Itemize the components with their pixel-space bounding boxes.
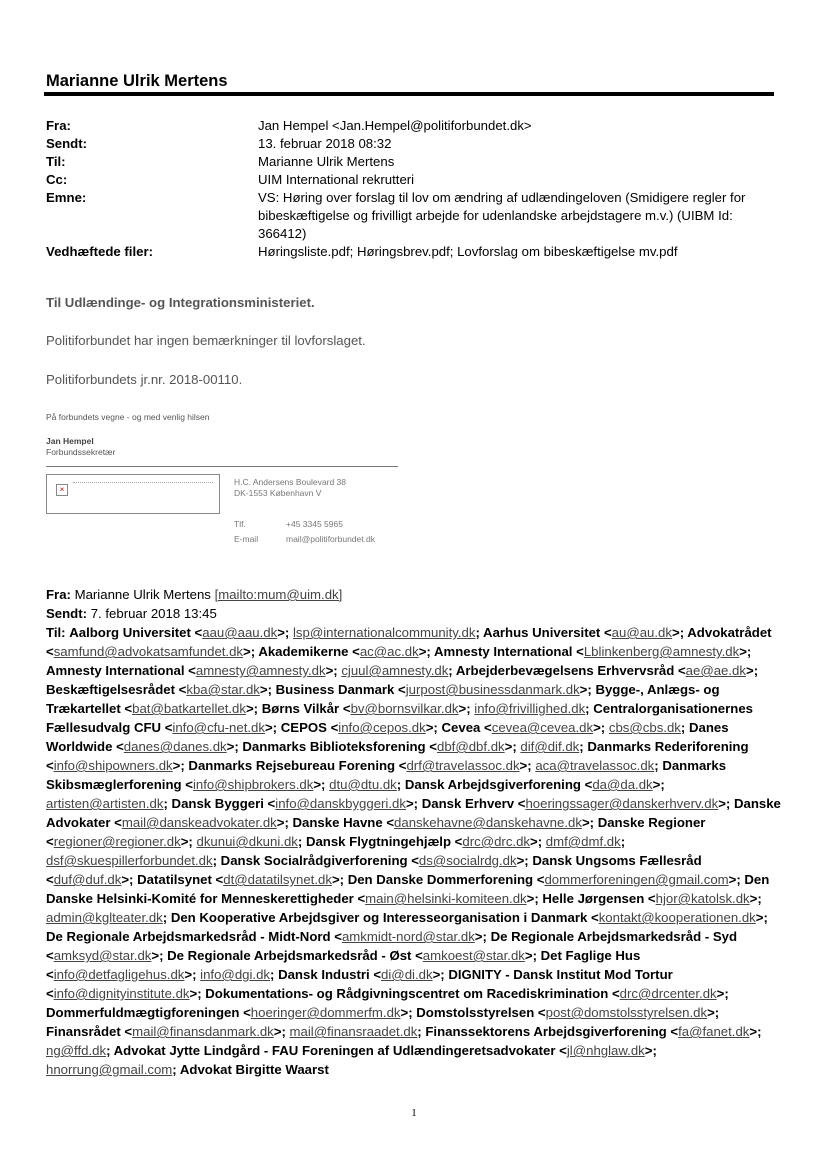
recipient-name: Dansk Industri <	[278, 967, 382, 982]
recipient-separator: >;	[728, 872, 745, 887]
header-value: Marianne Ulrik Mertens	[258, 154, 395, 169]
recipient-email-link[interactable]: drc@drcenter.dk	[619, 986, 717, 1001]
recipient-name: Den Danske Dommerforening <	[347, 872, 545, 887]
recipient-email-link[interactable]: info@cfu-net.dk	[172, 720, 265, 735]
recipient-separator: ;	[620, 834, 626, 849]
recipient-email-link[interactable]: dt@datatilsynet.dk	[223, 872, 332, 887]
recipient-separator: >;	[746, 663, 759, 678]
recipient-email-link[interactable]: di@di.dk	[381, 967, 433, 982]
recipient-name: Dommerfuldmægtigforeningen <	[46, 1005, 251, 1020]
recipient-separator: ;	[579, 739, 588, 754]
recipient-email-link[interactable]: info@cepos.dk	[338, 720, 426, 735]
header-value: Jan Hempel <Jan.Hempel@politiforbundet.dk>	[258, 118, 532, 133]
recipient-email-link[interactable]: amnesty@amnesty.dk	[195, 663, 326, 678]
recipient-separator: >;	[526, 891, 543, 906]
recipient-separator: >;	[504, 739, 521, 754]
recipient-name: Advokat Birgitte Waarst	[179, 1062, 329, 1077]
recipient-separator: >;	[189, 986, 206, 1001]
recipient-email-link[interactable]: mail@finansraadet.dk	[289, 1024, 418, 1039]
recipient-separator: >;	[519, 758, 536, 773]
header-value: 13. februar 2018 08:32	[258, 136, 392, 151]
recipient-email-link[interactable]: hnorrung@gmail.com	[46, 1062, 173, 1077]
signer-title: Forbundssekretær	[46, 447, 116, 457]
recipient-email-link[interactable]: ae@ae.dk	[685, 663, 746, 678]
recipient-separator: >;	[432, 967, 449, 982]
recipient-separator: ;	[475, 625, 484, 640]
recipient-name: Advokatrådet <	[46, 625, 772, 659]
recipient-email-link[interactable]: lsp@internationalcommunity.dk	[293, 625, 476, 640]
recipient-email-link[interactable]: aca@travelassoc.dk	[535, 758, 655, 773]
email-row	[234, 534, 375, 544]
recipient-email-link[interactable]: samfund@advokatsamfundet.dk	[53, 644, 244, 659]
recipient-email-link[interactable]: cbs@cbs.dk	[608, 720, 681, 735]
recipient-separator: >;	[652, 777, 665, 792]
recipient-email-link[interactable]: kba@star.dk	[186, 682, 260, 697]
recipient-email-link[interactable]: kontakt@kooperationen.dk	[598, 910, 756, 925]
recipient-email-link[interactable]: hjor@katolsk.dk	[655, 891, 750, 906]
recipient-separator: >;	[458, 701, 475, 716]
recipient-email-link[interactable]: amksyd@star.dk	[53, 948, 152, 963]
recipient-separator: >;	[593, 720, 609, 735]
fwd-mailto-link[interactable]: [mailto:mum@uim.dk]	[214, 587, 343, 602]
recipient-separator: >;	[425, 720, 442, 735]
recipient-separator: >;	[121, 872, 138, 887]
recipient-separator: >;	[405, 796, 422, 811]
recipient-separator: >;	[259, 682, 276, 697]
recipient-name: Dansk Socialrådgiverforening <	[220, 853, 419, 868]
recipient-name: Cevea <	[441, 720, 492, 735]
header-rule	[44, 92, 774, 96]
recipient-email-link[interactable]: ac@ac.dk	[359, 644, 419, 659]
recipient-name: Det Faglige Hus <	[46, 948, 641, 982]
recipient-email-link[interactable]: aau@aau.dk	[202, 625, 278, 640]
recipient-email-link[interactable]: post@domstolsstyrelsen.dk	[545, 1005, 708, 1020]
recipient-name: Finansrådet <	[46, 1024, 133, 1039]
recipient-separator: >;	[400, 1005, 417, 1020]
recipient-separator: >;	[749, 1024, 762, 1039]
recipient-name: Dansk Arbejdsgiverforening <	[404, 777, 593, 792]
recipient-email-link[interactable]: info@detfagligehus.dk	[53, 967, 185, 982]
recipient-separator: >;	[243, 644, 259, 659]
header-row-sent	[46, 135, 776, 153]
recipient-separator: >;	[273, 1024, 290, 1039]
recipient-email-link[interactable]: jurpost@businessdanmark.dk	[405, 682, 580, 697]
email-value: mail@politiforbundet.dk	[286, 534, 375, 544]
recipient-separator: >;	[524, 948, 541, 963]
recipient-email-link[interactable]: hoeringer@dommerfm.dk	[250, 1005, 401, 1020]
page-number: 1	[411, 1107, 417, 1119]
header-value: VS: Høring over forslag til lov om ændring af udlændingeloven (Smidigere regler for bibeskæftigelse og frivilligt arbejde for udenlandske arbejdstagere m.v.) (UIBM Id: 366412)	[258, 190, 746, 241]
body-text: Politiforbundet har ingen bemærkninger til lovforslaget.	[46, 333, 366, 348]
recipient-email-link[interactable]: au@au.dk	[611, 625, 672, 640]
recipient-name: Centralorganisationernes Fællesudvalg CFU <	[46, 701, 753, 735]
broken-image-icon: ×	[56, 484, 68, 496]
recipient-separator: >;	[755, 910, 768, 925]
recipient-name: DIGNITY - Dansk Institut Mod Tortur <	[46, 967, 673, 1001]
recipient-separator: ;	[297, 834, 306, 849]
recipient-email-link[interactable]: drc@drc.dk	[462, 834, 531, 849]
recipient-separator: >;	[245, 701, 262, 716]
recipient-email-link[interactable]: amkmidt-nord@star.dk	[341, 929, 475, 944]
recipient-email-link[interactable]: cevea@cevea.dk	[491, 720, 594, 735]
recipient-separator: >;	[474, 929, 491, 944]
recipient-separator: >;	[180, 834, 197, 849]
recipient-separator: >;	[184, 967, 201, 982]
recipient-name: De Regionale Arbejdsmarkedsråd - Syd <	[46, 929, 738, 963]
header-label: Sendt:	[46, 136, 88, 151]
recipient-email-link[interactable]: dsf@skuespillerforbundet.dk	[46, 853, 213, 868]
recipient-name: Amnesty International <	[433, 644, 584, 659]
recipient-email-link[interactable]: ng@ffd.dk	[46, 1043, 107, 1058]
address-line: H.C. Andersens Boulevard 38	[234, 477, 346, 487]
recipient-email-link[interactable]: fa@fanet.dk	[678, 1024, 750, 1039]
recipient-separator: ;	[270, 967, 279, 982]
recipient-email-link[interactable]: hoeringssager@danskerhverv.dk	[525, 796, 719, 811]
recipient-separator: ;	[106, 1043, 114, 1058]
recipient-name: Beskæftigelsesrådet <	[46, 682, 187, 697]
recipient-name: Dansk Byggeri <	[171, 796, 276, 811]
recipient-name: Danmarks Rederiforening <	[46, 739, 749, 773]
recipient-email-link[interactable]: regioner@regioner.dk	[53, 834, 181, 849]
header-label: Vedhæftede filer:	[46, 244, 153, 259]
recipient-separator: ;	[212, 853, 221, 868]
recipient-email-link[interactable]: dtu@dtu.dk	[329, 777, 397, 792]
recipient-name: Dokumentations- og Rådgivningscentret om Racediskrimination <	[205, 986, 620, 1001]
recipient-email-link[interactable]: Lblinkenberg@amnesty.dk	[583, 644, 740, 659]
header-value: UIM International rekrutteri	[258, 172, 415, 187]
recipient-separator: >;	[264, 720, 281, 735]
journal-number: Politiforbundets jr.nr. 2018-00110.	[46, 372, 243, 387]
recipient-email-link[interactable]: dif@dif.dk	[520, 739, 580, 754]
recipient-separator: >;	[516, 853, 533, 868]
recipient-name: Børns Vilkår <	[261, 701, 351, 716]
recipient-separator: >;	[749, 891, 762, 906]
recipient-name: Danske Havne <	[292, 815, 395, 830]
recipient-name: Dansk Flygtningehjælp <	[305, 834, 463, 849]
recipient-email-link[interactable]: info@dignityinstitute.dk	[53, 986, 190, 1001]
recipient-email-link[interactable]: bat@batkartellet.dk	[132, 701, 246, 716]
fwd-sent-value: 7. februar 2018 13:45	[90, 606, 217, 621]
recipient-email-link[interactable]: dmf@dmf.dk	[545, 834, 621, 849]
recipient-name: De Regionale Arbejdsmarkedsråd - Øst <	[167, 948, 423, 963]
header-row-from	[46, 117, 776, 135]
recipient-separator: >;	[151, 948, 168, 963]
recipient-separator: >;	[672, 625, 688, 640]
header-label: Fra:	[46, 118, 71, 133]
recipient-name: Aarhus Universitet <	[483, 625, 612, 640]
recipient-separator: >;	[331, 872, 348, 887]
forwarded-message	[46, 585, 786, 1079]
image-alt-line	[73, 482, 213, 484]
recipient-name: Amnesty International <	[46, 663, 196, 678]
recipient-email-link[interactable]: artisten@artisten.dk	[46, 796, 164, 811]
signature-rule	[46, 466, 398, 467]
recipient-email-link[interactable]: amkoest@star.dk	[422, 948, 525, 963]
recipient-email-link[interactable]: main@helsinki-komiteen.dk	[365, 891, 527, 906]
header-row-to	[46, 153, 776, 171]
recipient-separator: >;	[530, 834, 546, 849]
recipient-name: Aalborg Universitet <	[69, 625, 203, 640]
recipient-separator: >;	[579, 682, 596, 697]
header-row-subject	[46, 189, 776, 243]
recipient-email-link[interactable]: cjuul@amnesty.dk	[341, 663, 449, 678]
recipient-email-link[interactable]: mail@danskeadvokater.dk	[121, 815, 277, 830]
recipient-separator: >;	[325, 663, 342, 678]
recipient-separator: >;	[418, 644, 434, 659]
recipient-separator: ;	[163, 796, 172, 811]
signoff: På forbundets vegne - og med venlig hilsen	[46, 412, 210, 422]
salutation: Til Udlændinge- og Integrationsministeriet.	[46, 295, 315, 310]
recipient-name: Finanssektorens Arbejdsgiverforening <	[425, 1024, 679, 1039]
fwd-to-label: Til:	[46, 625, 66, 640]
phone-label: Tlf.	[234, 519, 246, 529]
recipient-name: Bygge-, Anlægs- og Trækartellet <	[46, 682, 720, 716]
signer-name: Jan Hempel	[46, 436, 94, 446]
header-label: Emne:	[46, 190, 87, 205]
recipient-separator: ;	[585, 701, 594, 716]
recipient-email-link[interactable]: mail@finansdanmark.dk	[132, 1024, 274, 1039]
recipient-email-link[interactable]: info@shipowners.dk	[53, 758, 173, 773]
recipient-email-link[interactable]: info@frivillighed.dk	[474, 701, 586, 716]
fwd-recipients	[46, 623, 786, 1079]
recipient-separator: ;	[396, 777, 405, 792]
recipient-name: Danes Worldwide <	[46, 720, 729, 754]
recipient-separator: ;	[448, 663, 456, 678]
recipient-separator: ;	[172, 1062, 180, 1077]
recipient-email-link[interactable]: info@danskbyggeri.dk	[275, 796, 406, 811]
recipient-separator: >;	[276, 815, 293, 830]
recipient-separator: ;	[417, 1024, 426, 1039]
header-label: Til:	[46, 154, 66, 169]
recipient-email-link[interactable]: da@da.dk	[592, 777, 653, 792]
header-row-cc	[46, 171, 776, 189]
phone-value: +45 3345 5965	[286, 519, 343, 529]
recipient-email-link[interactable]: dkunui@dkuni.dk	[196, 834, 298, 849]
recipient-email-link[interactable]: danes@danes.dk	[123, 739, 227, 754]
recipient-separator: >;	[739, 644, 752, 659]
recipient-name: CEPOS <	[280, 720, 339, 735]
recipient-separator: >;	[226, 739, 243, 754]
recipient-name: Domstolsstyrelsen <	[416, 1005, 546, 1020]
message-header	[46, 117, 776, 261]
recipient-name: Business Danmark <	[275, 682, 406, 697]
recipient-separator: >;	[718, 796, 734, 811]
recipient-name: Advokat Jytte Lindgård - FAU Foreningen af Udlændingeretsadvokater <	[113, 1043, 567, 1058]
recipient-name: Danmarks Biblioteksforening <	[242, 739, 437, 754]
recipient-name: De Regionale Arbejdsmarkedsråd - Midt-Nord <	[46, 929, 342, 944]
recipient-name: Akademikerne <	[258, 644, 360, 659]
recipient-separator: >;	[172, 758, 189, 773]
recipient-name: Dansk Erhverv <	[421, 796, 526, 811]
recipient-email-link[interactable]: drf@travelassoc.dk	[406, 758, 520, 773]
recipient-name: Arbejderbevægelsens Erhvervsråd <	[455, 663, 686, 678]
recipient-separator: ;	[654, 758, 663, 773]
recipient-name: Helle Jørgensen <	[542, 891, 656, 906]
recipient-email-link[interactable]: duf@duf.dk	[53, 872, 122, 887]
recipient-name: Dansk Ungsoms Fællesråd <	[46, 853, 702, 887]
recipient-separator: >;	[581, 815, 598, 830]
recipient-email-link[interactable]: info@dgi.dk	[200, 967, 271, 982]
fwd-from-value: Marianne Ulrik Mertens	[74, 587, 211, 602]
fwd-sent-label: Sendt:	[46, 606, 88, 621]
recipient-name: Danske Advokater <	[46, 796, 781, 830]
recipient-email-link[interactable]: jl@nhglaw.dk	[566, 1043, 645, 1058]
mailbox-owner: Marianne Ulrik Mertens	[46, 72, 228, 90]
recipient-separator: >;	[644, 1043, 657, 1058]
broken-image-placeholder	[46, 474, 220, 514]
recipient-name: Den Kooperative Arbejdsgiver og Interesseorganisation i Danmark <	[170, 910, 599, 925]
recipient-separator: >;	[707, 1005, 720, 1020]
fwd-from-label: Fra:	[46, 587, 71, 602]
recipient-email-link[interactable]: dommerforeningen@gmail.com	[544, 872, 729, 887]
recipient-separator: ;	[162, 910, 171, 925]
recipient-name: Datatilsynet <	[137, 872, 224, 887]
recipient-separator: >;	[716, 986, 729, 1001]
recipient-email-link[interactable]: bv@bornsvilkar.dk	[350, 701, 459, 716]
recipient-name: Den Danske Helsinki-Komité for Menneskerettigheder <	[46, 872, 770, 906]
recipient-name: Danmarks Rejsebureau Forening <	[188, 758, 407, 773]
recipient-name: Danmarks Skibsmæglerforening <	[46, 758, 727, 792]
phone-row	[234, 519, 343, 529]
header-label: Cc:	[46, 172, 68, 187]
header-value: Høringsliste.pdf; Høringsbrev.pdf; Lovforslag om bibeskæftigelse mv.pdf	[258, 244, 678, 259]
recipient-email-link[interactable]: info@shipbrokers.dk	[192, 777, 314, 792]
fwd-from-row	[46, 585, 786, 604]
email-label: E-mail	[234, 534, 259, 544]
recipient-separator: >;	[313, 777, 330, 792]
recipient-name: Danske Regioner <	[46, 815, 706, 849]
recipient-separator: >;	[277, 625, 293, 640]
fwd-sent-row	[46, 604, 786, 623]
recipient-email-link[interactable]: ds@socialrdg.dk	[418, 853, 517, 868]
recipient-email-link[interactable]: dbf@dbf.dk	[436, 739, 505, 754]
recipient-email-link[interactable]: admin@kglteater.dk	[46, 910, 163, 925]
recipient-email-link[interactable]: danskehavne@danskehavne.dk	[394, 815, 582, 830]
recipient-separator: ;	[680, 720, 689, 735]
address-line: DK-1553 København V	[234, 488, 322, 498]
header-row-attachments	[46, 243, 776, 261]
